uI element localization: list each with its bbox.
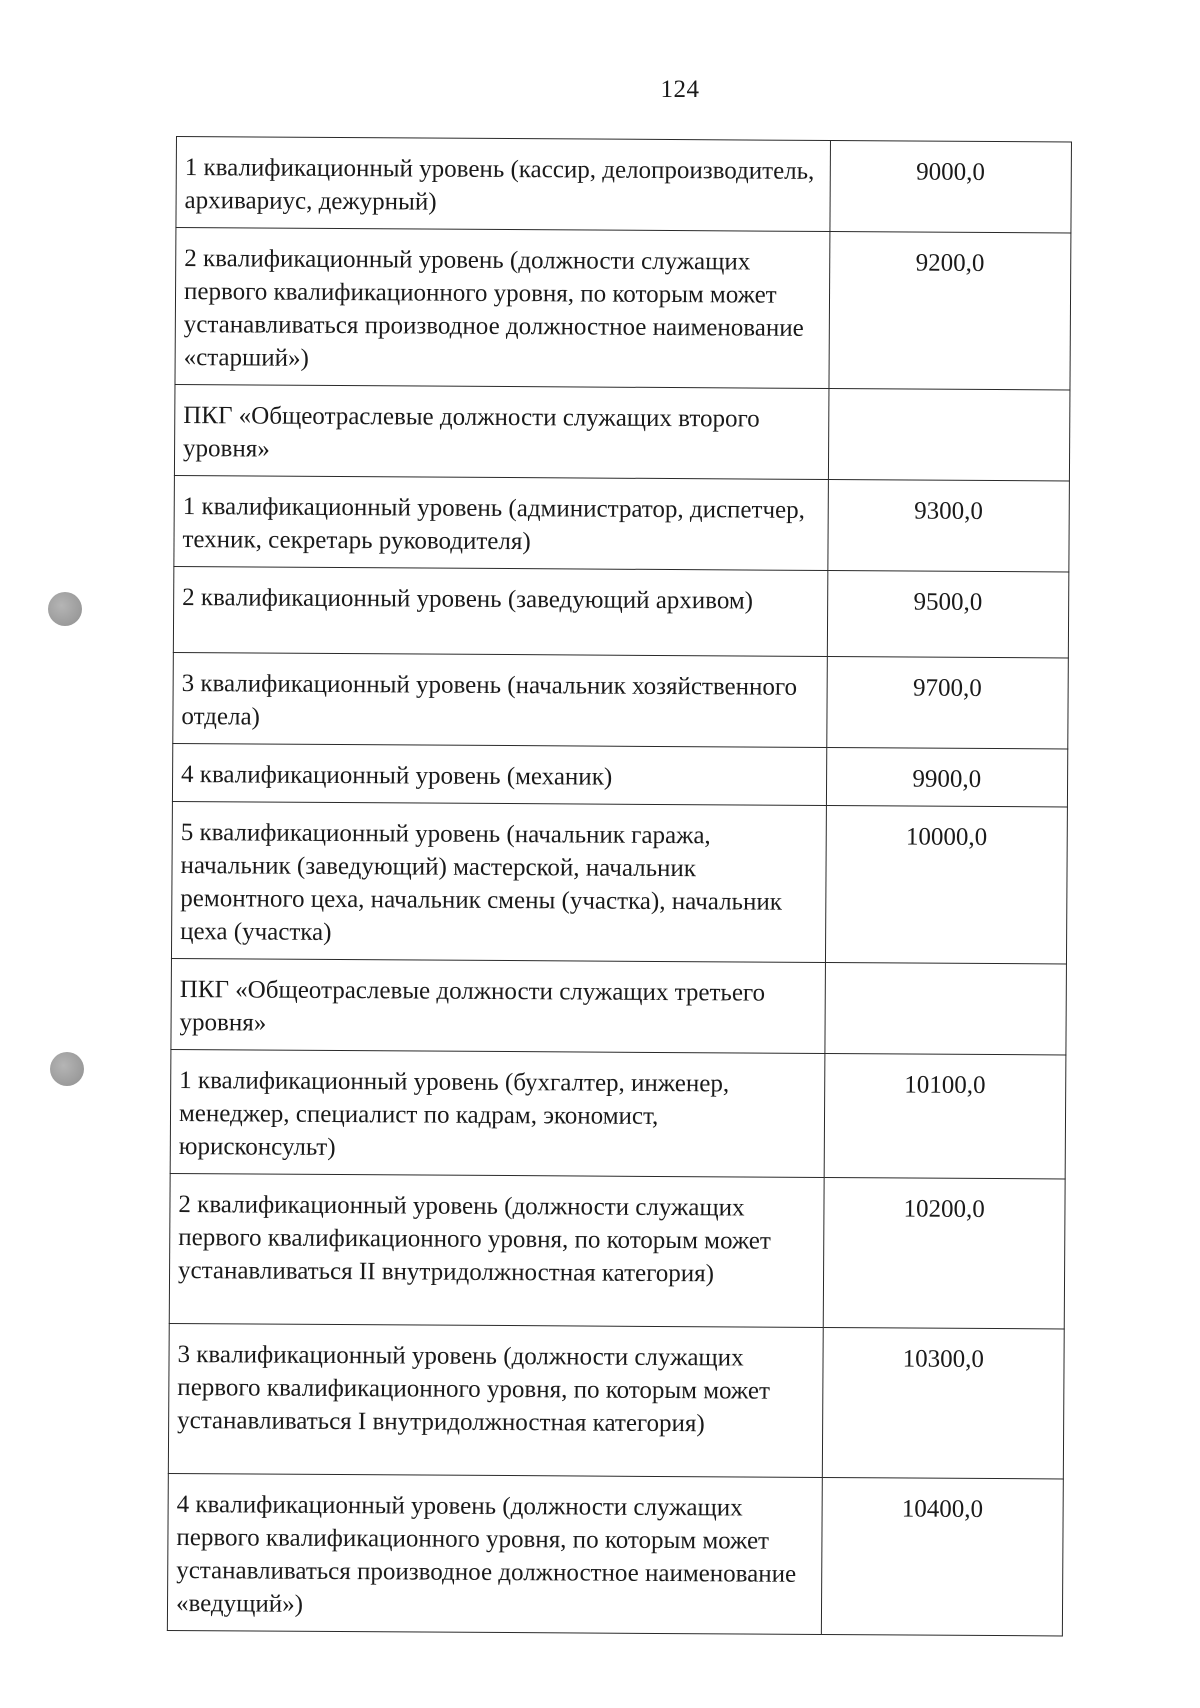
salary-cell: 9300,0 [827,479,1069,571]
position-cell: 3 квалификационный уровень (должности служащих первого квалификационного уровня, по которым может устанавливаться I внутридолжностная категория) [168,1323,822,1477]
salary-cell: 9700,0 [826,656,1068,748]
position-cell: 4 квалификационный уровень (должности служащих первого квалификационного уровня, по которым может устанавливаться производное должностное наименование «ведущий») [167,1473,821,1634]
position-cell: 2 квалификационный уровень (должности служащих первого квалификационного уровня, по которым может устанавливаться производное должностное наименование «старший») [175,228,829,389]
punch-hole-mark [50,1052,84,1086]
table-row [174,475,1070,571]
table-row [169,1173,1065,1328]
salary-cell: 10300,0 [822,1327,1064,1478]
group-heading-cell: ПКГ «Общеотраслевые должности служащих второго уровня» [174,384,828,479]
table-row [172,743,1067,806]
table-row [168,1323,1064,1478]
table-row [176,137,1072,233]
salary-cell: 9200,0 [829,231,1071,389]
position-cell: 1 квалификационный уровень (администратор, диспетчер, техник, секретарь руководителя) [174,475,828,570]
position-cell: 5 квалификационный уровень (начальник гаража, начальник (заведующий) мастерской, начальник ремонтного цеха, начальник смены (участка), начальник цеха (участка) [171,801,825,962]
salary-cell: 9000,0 [829,140,1071,232]
salary-table [167,136,1072,1636]
table-row [171,801,1067,963]
punch-hole-mark [48,592,82,626]
group-heading-cell: ПКГ «Общеотраслевые должности служащих третьего уровня» [171,958,825,1053]
salary-cell [824,962,1066,1054]
salary-cell [828,388,1070,480]
table-row [175,228,1071,390]
salary-cell: 9500,0 [827,570,1069,657]
position-cell: 1 квалификационный уровень (кассир, делопроизводитель, архивариус, дежурный) [176,137,830,232]
position-cell: 1 квалификационный уровень (бухгалтер, инженер, менеджер, специалист по кадрам, экономист, юрисконсульт) [170,1049,824,1177]
table-row [171,958,1067,1054]
salary-cell: 10400,0 [821,1477,1063,1635]
position-cell: 3 квалификационный уровень (начальник хозяйственного отдела) [173,652,827,747]
page-number: 124 [660,76,700,103]
salary-cell: 10000,0 [825,805,1067,963]
table-row [170,1049,1066,1178]
position-cell: 4 квалификационный уровень (механик) [172,743,826,805]
salary-cell: 9900,0 [826,747,1068,806]
table-row [167,1473,1063,1635]
position-cell: 2 квалификационный уровень (должности служащих первого квалификационного уровня, по которым может устанавливаться II внутридолжностная категория) [169,1173,823,1327]
position-cell: 2 квалификационный уровень (заведующий архивом) [173,566,827,656]
table-row [173,566,1069,657]
salary-cell: 10100,0 [824,1053,1066,1178]
salary-cell: 10200,0 [823,1177,1065,1328]
table-row [174,384,1070,480]
table-row [173,652,1069,748]
